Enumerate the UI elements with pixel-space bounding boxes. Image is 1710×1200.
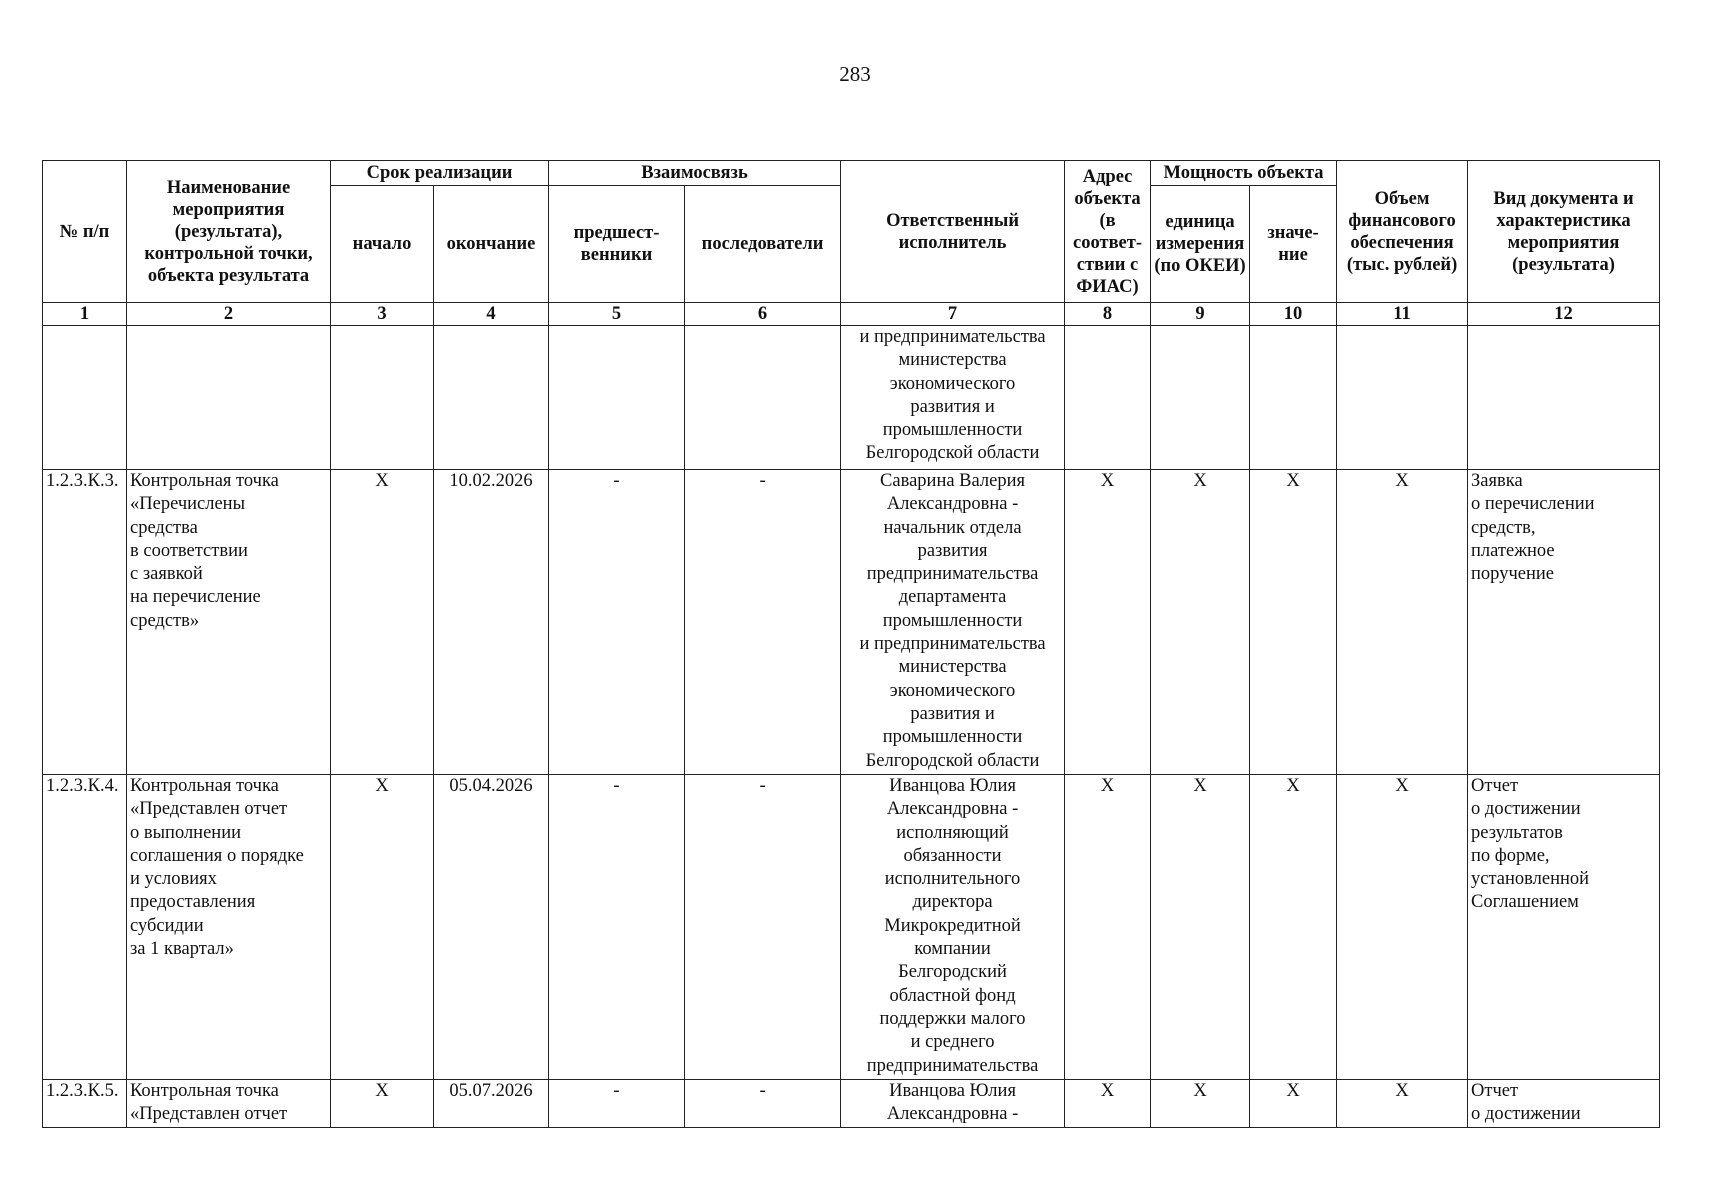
row-predecessors: -: [549, 1080, 685, 1128]
row-unit: Х: [1151, 775, 1250, 1080]
row-value: Х: [1250, 1080, 1337, 1128]
row-start: Х: [331, 1080, 434, 1128]
row-responsible: Иванцова Юлия Александровна - исполняющий обязанности исполнительного директора Микрокредитной компании Белгородский областной фонд поддержки малого и среднего предпринимательства: [841, 775, 1065, 1080]
row-address: Х: [1065, 470, 1151, 775]
header-address: Адрес объекта (в соответ-ствии с ФИАС): [1065, 161, 1151, 303]
column-number: 6: [685, 303, 841, 326]
header-start: начало: [331, 186, 434, 303]
row-value: Х: [1250, 775, 1337, 1080]
header-number: № п/п: [43, 161, 127, 303]
row-finance: Х: [1337, 470, 1468, 775]
row-address: Х: [1065, 775, 1151, 1080]
row-document: [1468, 326, 1660, 470]
row-start: [331, 326, 434, 470]
row-end: [434, 326, 549, 470]
column-number: 12: [1468, 303, 1660, 326]
column-number: 2: [127, 303, 331, 326]
row-document: Отчет о достижении результатов по форме, установленной Соглашением: [1468, 775, 1660, 1080]
plan-table: [42, 160, 1660, 1128]
column-number: 9: [1151, 303, 1250, 326]
row-responsible: и предпринимательства министерства экономического развития и промышленности Белгородской области: [841, 326, 1065, 470]
row-finance: [1337, 326, 1468, 470]
row-name: Контрольная точка «Представлен отчет: [127, 1080, 331, 1128]
row-successors: -: [685, 1080, 841, 1128]
header-document: Вид документа и характеристика мероприятия (результата): [1468, 161, 1660, 303]
row-name: Контрольная точка «Представлен отчет о выполнении соглашения о порядке и условиях предоставления субсидии за 1 квартал»: [127, 775, 331, 1080]
header-end: окончание: [434, 186, 549, 303]
row-code: 1.2.3.К.5.: [43, 1080, 127, 1128]
row-predecessors: [549, 326, 685, 470]
column-number: 8: [1065, 303, 1151, 326]
header-responsible: Ответственный исполнитель: [841, 161, 1065, 303]
row-value: [1250, 326, 1337, 470]
row-address: Х: [1065, 1080, 1151, 1128]
header-name: Наименование мероприятия (результата), контрольной точки, объекта результата: [127, 161, 331, 303]
row-end: 10.02.2026: [434, 470, 549, 775]
table-row: [43, 775, 1660, 1080]
row-unit: Х: [1151, 470, 1250, 775]
row-end: 05.04.2026: [434, 775, 549, 1080]
table-row: [43, 1080, 1660, 1128]
row-code: [43, 326, 127, 470]
row-address: [1065, 326, 1151, 470]
row-document: Отчет о достижении: [1468, 1080, 1660, 1128]
column-number: 4: [434, 303, 549, 326]
column-number: 10: [1250, 303, 1337, 326]
row-predecessors: -: [549, 775, 685, 1080]
header-term-group: Срок реализации: [331, 161, 549, 186]
row-predecessors: -: [549, 470, 685, 775]
header-unit: единица измерения (по ОКЕИ): [1151, 186, 1250, 303]
row-responsible: Саварина Валерия Александровна - начальник отдела развития предпринимательства департамента промышленности и предпринимательства министерства экономического развития и промышленности Белгородской области: [841, 470, 1065, 775]
row-start: Х: [331, 775, 434, 1080]
row-responsible: Иванцова Юлия Александровна -: [841, 1080, 1065, 1128]
header-link-group: Взаимосвязь: [549, 161, 841, 186]
page-number: 283: [839, 62, 871, 86]
row-name: [127, 326, 331, 470]
column-number: 3: [331, 303, 434, 326]
row-unit: Х: [1151, 1080, 1250, 1128]
row-successors: [685, 326, 841, 470]
header-successors: последователи: [685, 186, 841, 303]
row-end: 05.07.2026: [434, 1080, 549, 1128]
header-value: значе-ние: [1250, 186, 1337, 303]
row-code: 1.2.3.К.3.: [43, 470, 127, 775]
header-capacity-group: Мощность объекта: [1151, 161, 1337, 186]
row-document: Заявка о перечислении средств, платежное поручение: [1468, 470, 1660, 775]
column-number: 11: [1337, 303, 1468, 326]
row-successors: -: [685, 775, 841, 1080]
row-name: Контрольная точка «Перечислены средства в соответствии с заявкой на перечисление средств»: [127, 470, 331, 775]
row-code: 1.2.3.К.4.: [43, 775, 127, 1080]
header-finance: Объем финансового обеспечения (тыс. рублей): [1337, 161, 1468, 303]
table-row: [43, 326, 1660, 470]
row-finance: Х: [1337, 775, 1468, 1080]
row-start: Х: [331, 470, 434, 775]
row-unit: [1151, 326, 1250, 470]
header-predecessors: предшест-венники: [549, 186, 685, 303]
column-numbers-row: [43, 303, 1660, 326]
row-value: Х: [1250, 470, 1337, 775]
column-number: 7: [841, 303, 1065, 326]
table-row: [43, 470, 1660, 775]
column-number: 5: [549, 303, 685, 326]
row-successors: -: [685, 470, 841, 775]
column-number: 1: [43, 303, 127, 326]
row-finance: Х: [1337, 1080, 1468, 1128]
